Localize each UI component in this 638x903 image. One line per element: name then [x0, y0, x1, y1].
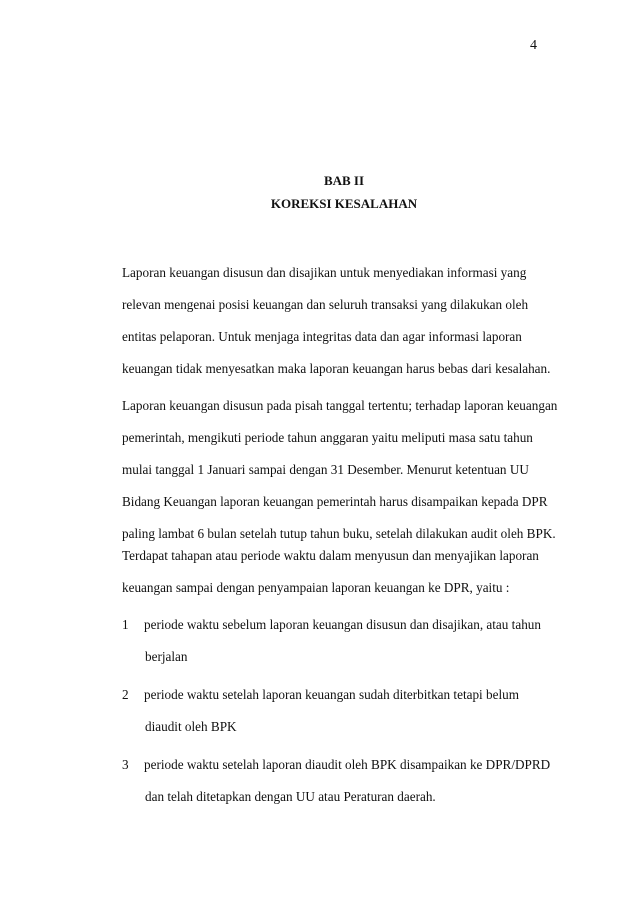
paragraph-2-line-7: keuangan sampai dengan penyampaian laporan keuangan ke DPR, yaitu : — [122, 580, 510, 595]
list-item-2-continuation: diaudit oleh BPK — [145, 719, 237, 734]
list-item-text: periode waktu sebelum laporan keuangan disusun dan disajikan, atau tahun — [144, 617, 541, 632]
paragraph-2-line-2: pemerintah, mengikuti periode tahun anggaran yaitu meliputi masa satu tahun — [122, 430, 533, 445]
paragraph-1-line-2: relevan mengenai posisi keuangan dan seluruh transaksi yang dilakukan oleh — [122, 297, 529, 312]
paragraph-2-line-4: Bidang Keuangan laporan keuangan pemerintah harus disampaikan kepada DPR — [122, 494, 548, 509]
list-item-1 — [122, 617, 541, 633]
paragraph-2-line-3: mulai tanggal 1 Januari sampai dengan 31 Desember. Menurut ketentuan UU — [122, 462, 529, 477]
paragraph-2-line-5: paling lambat 6 bulan setelah tutup tahun buku, setelah dilakukan audit oleh BPK. — [122, 526, 556, 541]
paragraph-1-line-1: Laporan keuangan disusun dan disajikan untuk menyediakan informasi yang — [122, 265, 527, 280]
list-item-3-continuation: dan telah ditetapkan dengan UU atau Peraturan daerah. — [145, 789, 436, 804]
list-marker: 1 — [122, 617, 129, 632]
page-number: 4 — [530, 38, 537, 53]
chapter-title: KOREKSI KESALAHAN — [270, 196, 418, 211]
paragraph-2-line-6: Terdapat tahapan atau periode waktu dalam menyusun dan menyajikan laporan — [122, 548, 539, 563]
paragraph-1-line-3: entitas pelaporan. Untuk menjaga integritas data dan agar informasi laporan — [122, 329, 522, 344]
paragraph-2-line-1: Laporan keuangan disusun pada pisah tanggal tertentu; terhadap laporan keuangan — [122, 398, 558, 413]
paragraph-1-line-4: keuangan tidak menyesatkan maka laporan keuangan harus bebas dari kesalahan. — [122, 361, 551, 376]
list-item-2 — [122, 687, 519, 703]
list-marker: 3 — [122, 757, 129, 772]
list-item-1-continuation: berjalan — [145, 649, 188, 664]
list-item-text: periode waktu setelah laporan keuangan sudah diterbitkan tetapi belum — [144, 687, 519, 702]
chapter-number: BAB II — [323, 173, 365, 188]
list-item-3 — [122, 757, 550, 773]
list-item-text: periode waktu setelah laporan diaudit oleh BPK disampaikan ke DPR/DPRD — [144, 757, 551, 772]
list-marker: 2 — [122, 687, 129, 702]
